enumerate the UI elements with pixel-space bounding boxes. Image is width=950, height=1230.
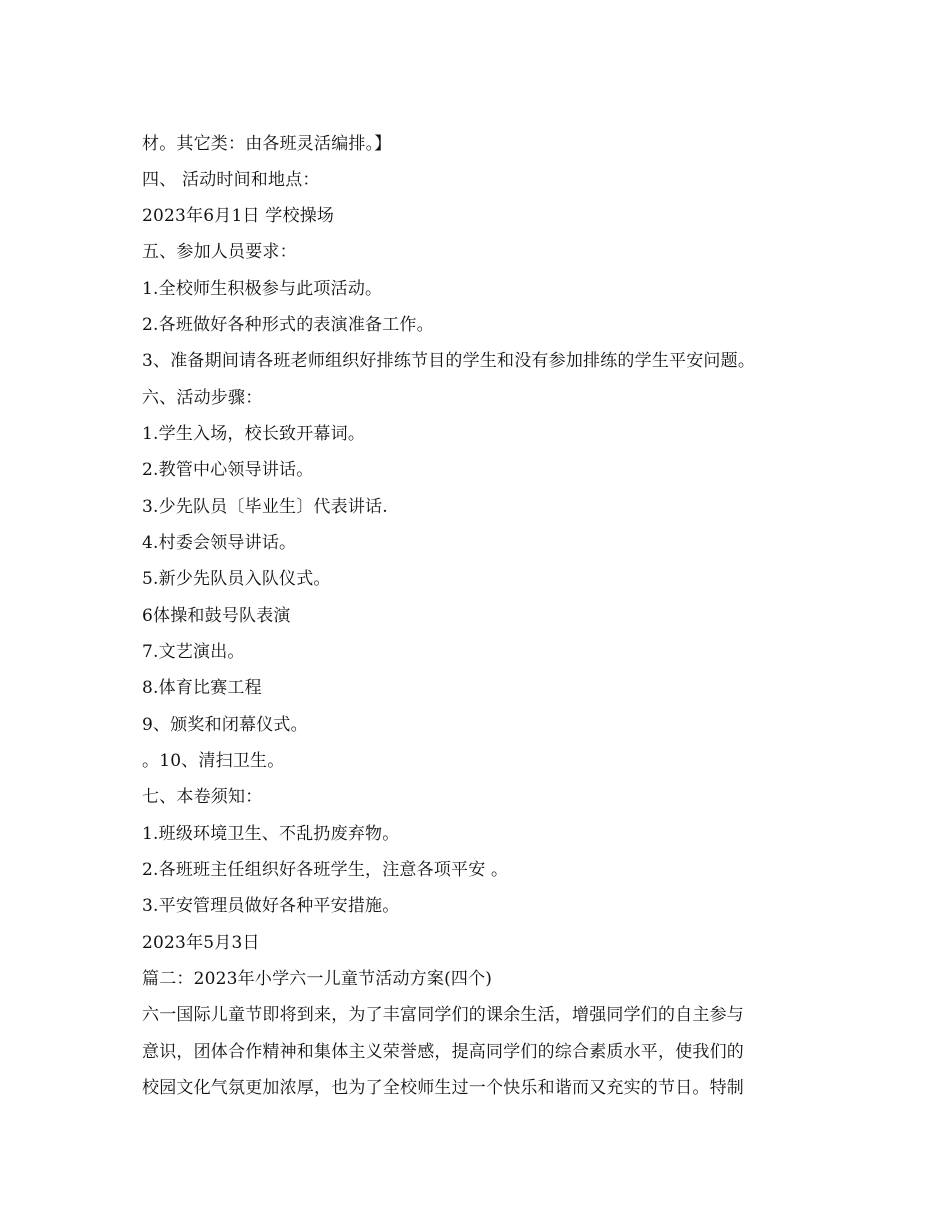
list-item: 3.平安管理员做好各种平安措施。 <box>142 896 400 916</box>
paragraph-line: 意识，团体合作精神和集体主义荣誉感，提高同学们的综合素质水平，使我们的 <box>142 1042 744 1062</box>
section-heading: 四、 活动时间和地点： <box>142 170 320 190</box>
paragraph-line: 校园文化气氛更加浓厚，也为了全校师生过一个快乐和谐而又充实的节日。特制 <box>142 1078 744 1098</box>
date-line: 2023年5月3日 <box>142 933 260 953</box>
list-item: 1.班级环境卫生、不乱扔废弃物。 <box>142 824 400 844</box>
list-item: 2.各班班主任组织好各班学生，注意各项平安 。 <box>142 860 509 880</box>
list-item: 7.文艺演出。 <box>142 642 245 662</box>
section-heading: 五、参加人员要求： <box>142 242 297 262</box>
list-item: 3.少先队员〔毕业生〕代表讲话. <box>142 497 388 517</box>
chapter-title: 篇二：2023年小学六一儿童节活动方案(四个) <box>142 969 493 989</box>
list-item: 1.学生入场，校长致开幕词。 <box>142 424 366 444</box>
list-item: 4.村委会领导讲话。 <box>142 533 297 553</box>
list-item: 2.教管中心领导讲话。 <box>142 460 314 480</box>
list-item: 。10、清扫卫生。 <box>142 751 285 771</box>
paragraph-line: 六一国际儿童节即将到来，为了丰富同学们的课余生活，增强同学们的自主参与 <box>142 1005 744 1025</box>
section-heading: 七、本卷须知： <box>142 787 263 807</box>
text-line: 材。其它类：由各班灵活编排。】 <box>142 134 392 154</box>
section-heading: 六、活动步骤： <box>142 388 263 408</box>
text-line: 2023年6月1日 学校操场 <box>142 206 335 226</box>
list-item: 9、颁奖和闭幕仪式。 <box>142 715 308 735</box>
list-item: 1.全校师生积极参与此项活动。 <box>142 279 383 299</box>
list-item: 3、准备期间请各班老师组织好排练节目的学生和没有参加排练的学生平安问题。 <box>142 351 756 371</box>
list-item: 5.新少先队员入队仪式。 <box>142 569 331 589</box>
list-item: 8.体育比赛工程 <box>142 678 262 698</box>
list-item: 6体操和鼓号队表演 <box>142 606 291 626</box>
list-item: 2.各班做好各种形式的表演准备工作。 <box>142 315 434 335</box>
